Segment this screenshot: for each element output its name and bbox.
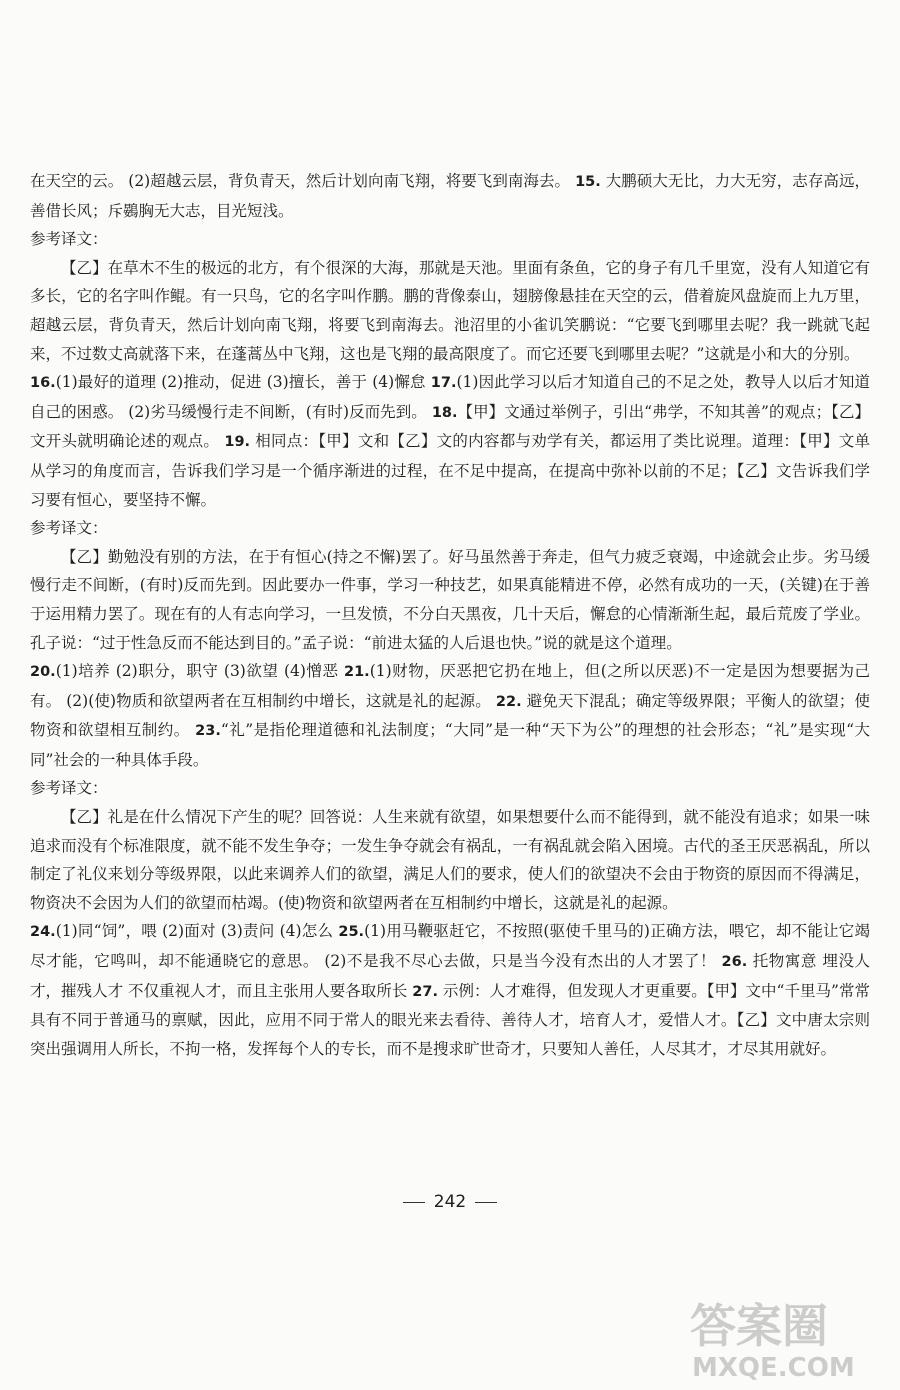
- watermark-logo: [686, 1290, 886, 1382]
- answer-text: 大鹏硕大无比，力大无穷，志存高远，善借长风；斥鷃胸无大志，目光短浅。: [30, 172, 871, 220]
- question-number: 15.: [575, 174, 601, 190]
- question-number: 18.: [431, 404, 458, 421]
- answer-text: 【乙】在草木不生的极远的北方，有个很深的大海，那就是天池。里面有条鱼，它的身子有几千里宽，没有人知道它有多长，它的名字叫作鲲。有一只鸟，它的名字叫作鹏。鹏的背像泰山，翅膀像悬挂在天空的云，借着旋风盘旋而上九万里，超越云层，背负青天，然后计划向南飞翔，将要飞到南海去。池沼里的小雀讥笑鹏说：“它要飞到哪里去呢？我一跳就飞起来，不过数丈高就落下来，在蓬蒿丛中飞翔，这也是飞翔的最高限度了。而它还要飞到哪里去呢？”这就是小和大的分别。: [30, 258, 870, 363]
- question-number: 24.: [30, 924, 56, 941]
- page-number-text: 242: [433, 1192, 467, 1212]
- answer-text: “礼”是指伦理道德和礼法制度；“大同”是一种“天下为公”的理想的社会形态；“礼”是实现“大同”社会的一种具体手段。: [30, 721, 870, 769]
- watermark-text-cn: 答案圈: [690, 1299, 828, 1353]
- question-number: 16.: [30, 375, 56, 392]
- answer-paragraph: [30, 167, 870, 225]
- answer-text: 在天空的云。 (2)超越云层，背负青天，然后计划向南飞翔，将要飞到南海去。: [30, 172, 576, 190]
- answer-text: (1)同“饲”，喂 (2)面对 (3)责问 (4)怎么: [55, 922, 339, 941]
- translation-paragraph: [30, 803, 870, 917]
- answer-text: 【乙】勤勉没有别的方法，在于有恒心(持之不懈)罢了。好马虽然善于奔走，但气力疲乏衰竭，中途就会止步。劣马缓慢行走不间断，(有时)反而先到。因此要办一件事，学习一种技艺，如果真能精进不停，必然有成功的一天，(关键)在于善于运用精力罢了。现在有的人有志向学习，一旦发愤，不分白天黑夜，几十天后，懈怠的心情渐渐生起，最后荒废了学业。孔子说：“过于性急反而不能达到目的。”孟子说：“前进太猛的人后退也快。”说的就是这个道理。: [30, 547, 870, 652]
- answer-text: 示例：人才难得，但发现人才更重要。【甲】文中“千里马”常常具有不同于普通马的禀赋，因此，应用不同于常人的眼光来去看待、善待人才，培育人才，爱惜人才。【乙】文中唐太宗则突出强调用人所长，不拘一格，发挥每个人的专长，而不是搜求旷世奇才，只要知人善任，人尽其才，才尽其用就好。: [30, 981, 870, 1058]
- question-number: 26.: [721, 954, 748, 971]
- answer-text: 【甲】文通过举例子，引出“弗学，不知其善”的观点；【乙】文开头就明确论述的观点。: [30, 402, 870, 451]
- question-number: 22.: [495, 693, 522, 710]
- answer-text: 托物寓意 埋没人才，摧残人才 不仅重视人才，而且主张用人要各取所长: [30, 952, 870, 1000]
- translation-label: 参考译文：: [30, 519, 108, 538]
- question-number: 27.: [412, 983, 438, 1000]
- answer-text: (1)因此学习以后才知道自己的不足之处，教导人以后才知道自己的困惑。 (2)劣马缓慢行走不间断，(有时)反而先到。: [30, 373, 870, 421]
- question-number: 20.: [30, 664, 56, 681]
- question-number: 21.: [344, 664, 370, 681]
- answer-text: 相同点：【甲】文和【乙】文的内容都与劝学有关，都运用了类比说理。道理：【甲】文单从学习的角度而言，告诉我们学习是一个循序渐进的过程，在不足中提高，在提高中弥补以前的不足；【乙】文告诉我们学习要有恒心，要坚持不懈。: [30, 432, 870, 509]
- page-number: [0, 1192, 900, 1212]
- translation-label: 参考译文：: [30, 230, 108, 249]
- question-number: 23.: [195, 723, 221, 740]
- question-number: 17.: [430, 375, 457, 392]
- page-number-dash-right: [475, 1202, 497, 1203]
- answer-text: (1)财物，厌恶把它扔在地上，但(之所以厌恶)不一定是因为想要据为己有。 (2)(使)物质和欲望两者在互相制约中增长，这就是礼的起源。: [30, 662, 870, 710]
- answer-text: (1)最好的道理 (2)推动，促进 (3)擅长，善于 (4)懈怠: [55, 373, 431, 392]
- translation-label: 参考译文：: [30, 779, 108, 798]
- answer-content: [30, 167, 870, 1063]
- translation-paragraph: [30, 543, 870, 657]
- answer-text: (1)用马鞭驱赶它，不按照(驱使千里马的)正确方法，喂它，却不能让它竭尽才能，它鸣叫，却不能通晓它的意思。 (2)不是我不尽心去做，只是当今没有杰出的人才罢了！: [30, 922, 870, 971]
- question-number: 25.: [338, 924, 365, 941]
- answer-paragraph: [30, 917, 870, 1063]
- answer-text: 避免天下混乱；确定等级界限；平衡人的欲望；使物资和欲望相互制约。: [30, 691, 871, 740]
- translation-paragraph: [30, 254, 870, 368]
- watermark-text-en: MXQE.COM: [692, 1353, 855, 1382]
- question-number: 19.: [224, 434, 251, 451]
- answer-text: 【乙】礼是在什么情况下产生的呢？回答说：人生来就有欲望，如果想要什么而不能得到，就不能没有追求；如果一味追求而没有个标准限度，就不能不发生争夺；一发生争夺就会有祸乱，一有祸乱就会陷入困境。古代的圣王厌恶祸乱，所以制定了礼仪来划分等级界限，以此来调养人们的欲望，满足人们的要求，使人们的欲望决不会由于物资的原因而不得满足，物资决不会因为人们的欲望而枯竭。(使)物资和欲望两者在互相制约中增长，这就是礼的起源。: [30, 808, 870, 912]
- answer-paragraph: [30, 657, 870, 774]
- answer-text: (1)培养 (2)职分，职守 (3)欲望 (4)憎恶: [55, 662, 344, 681]
- answer-paragraph: [30, 368, 870, 514]
- page-number-dash-left: [403, 1202, 425, 1203]
